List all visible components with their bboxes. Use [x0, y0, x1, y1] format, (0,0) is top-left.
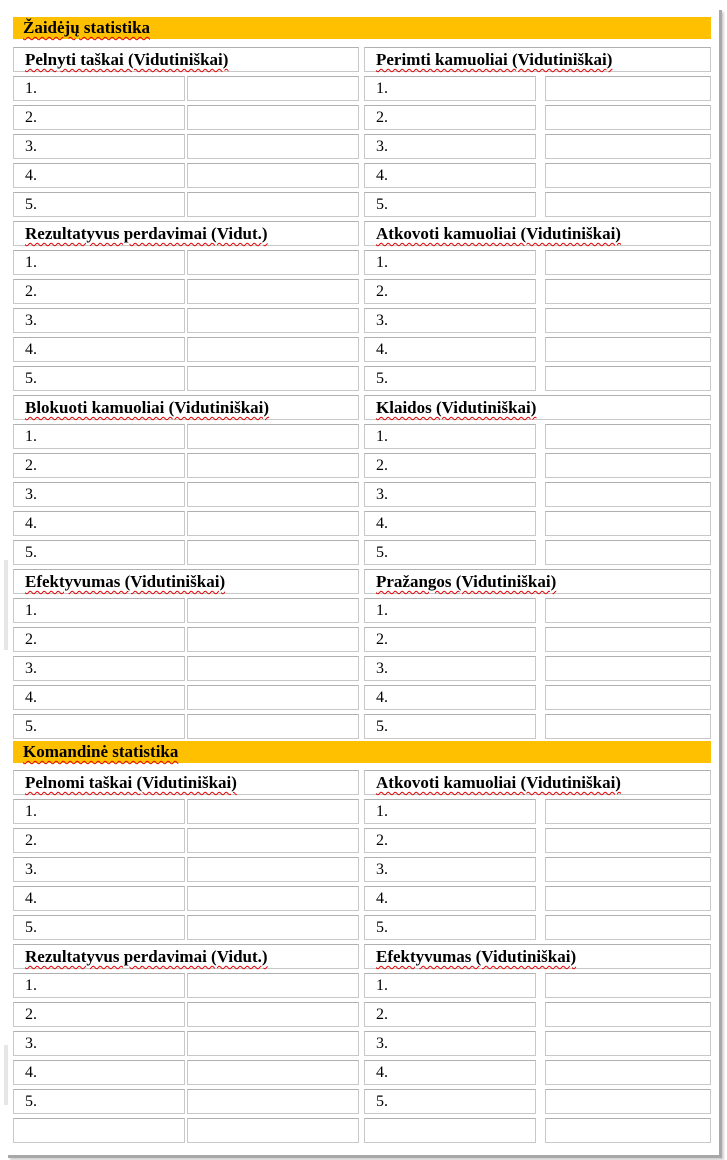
statistics-form	[8, 10, 722, 1158]
rank-number-cell: 5.	[13, 540, 185, 565]
rank-number-cell: 1.	[13, 250, 185, 275]
rank-number-cell: 4.	[13, 685, 185, 710]
value-input-cell[interactable]	[187, 799, 359, 824]
stat-category-header	[13, 569, 359, 594]
value-input-cell[interactable]	[187, 105, 359, 130]
rank-number-cell: 2.	[364, 453, 536, 478]
rank-number-cell: 3.	[13, 308, 185, 333]
value-input-cell[interactable]	[187, 1089, 359, 1114]
rank-number-cell: 3.	[364, 308, 536, 333]
rank-number-cell: 3.	[13, 1031, 185, 1056]
rank-number-cell: 1.	[364, 424, 536, 449]
value-input-cell[interactable]	[187, 366, 359, 391]
value-input-cell[interactable]	[187, 685, 359, 710]
value-input-cell[interactable]	[545, 250, 711, 275]
rank-number-cell: 5.	[364, 915, 536, 940]
rank-number-cell: 1.	[364, 973, 536, 998]
rank-number-cell: 2.	[13, 828, 185, 853]
stat-category-header	[13, 221, 359, 246]
rank-number-cell: 3.	[364, 482, 536, 507]
value-input-cell[interactable]	[545, 1089, 711, 1114]
rank-number-cell: 3.	[13, 656, 185, 681]
stat-category-label: Pelnyti taškai (Vidutiniškai)	[25, 50, 229, 69]
value-input-cell[interactable]	[545, 105, 711, 130]
value-input-cell[interactable]	[545, 714, 711, 739]
value-input-cell[interactable]	[187, 511, 359, 536]
value-input-cell[interactable]	[187, 76, 359, 101]
rank-number-cell: 3.	[364, 656, 536, 681]
value-input-cell[interactable]	[545, 540, 711, 565]
value-input-cell[interactable]	[545, 482, 711, 507]
value-input-cell[interactable]	[187, 308, 359, 333]
rank-number-cell: 5.	[364, 540, 536, 565]
rank-number-cell: 5.	[364, 366, 536, 391]
rank-number-cell: 5.	[364, 1089, 536, 1114]
value-input-cell[interactable]	[187, 598, 359, 623]
value-input-cell[interactable]	[187, 250, 359, 275]
value-input-cell[interactable]	[187, 886, 359, 911]
stat-category-label: Blokuoti kamuoliai (Vidutiniškai)	[25, 398, 270, 417]
value-input-cell[interactable]	[187, 453, 359, 478]
rank-number-cell: 5.	[13, 366, 185, 391]
stat-category-label: Atkovoti kamuoliai (Vidutiniškai)	[376, 224, 621, 243]
rank-number-cell: 4.	[13, 163, 185, 188]
value-input-cell[interactable]	[545, 1031, 711, 1056]
stat-category-header	[364, 944, 711, 969]
rank-number-cell: 5.	[13, 714, 185, 739]
rank-number-cell	[364, 1118, 536, 1143]
rank-number-cell: 3.	[13, 134, 185, 159]
value-input-cell[interactable]	[187, 1118, 359, 1143]
value-input-cell[interactable]	[545, 685, 711, 710]
team-statistics-title	[13, 741, 711, 763]
rank-number-cell: 1.	[364, 598, 536, 623]
value-input-cell[interactable]	[545, 424, 711, 449]
rank-number-cell: 5.	[13, 915, 185, 940]
rank-number-cell: 1.	[13, 973, 185, 998]
rank-number-cell: 2.	[13, 279, 185, 304]
value-input-cell[interactable]	[187, 163, 359, 188]
value-input-cell[interactable]	[187, 279, 359, 304]
value-input-cell[interactable]	[545, 308, 711, 333]
team-statistics-title-text: Komandinė statistika	[23, 742, 179, 761]
rank-number-cell: 4.	[364, 163, 536, 188]
rank-number-cell: 1.	[13, 799, 185, 824]
value-input-cell[interactable]	[545, 366, 711, 391]
value-input-cell[interactable]	[187, 1031, 359, 1056]
value-input-cell[interactable]	[545, 915, 711, 940]
value-input-cell[interactable]	[187, 915, 359, 940]
rank-number-cell: 1.	[364, 76, 536, 101]
rank-number-cell: 3.	[364, 857, 536, 882]
player-statistics-title	[13, 17, 711, 39]
rank-number-cell: 2.	[364, 1002, 536, 1027]
rank-number-cell: 4.	[364, 685, 536, 710]
rank-number-cell: 4.	[13, 886, 185, 911]
rank-number-cell: 2.	[364, 828, 536, 853]
value-input-cell[interactable]	[187, 192, 359, 217]
rank-number-cell: 5.	[364, 192, 536, 217]
value-input-cell[interactable]	[187, 482, 359, 507]
rank-number-cell	[13, 1118, 185, 1143]
stat-category-header	[364, 221, 711, 246]
stat-category-label: Efektyvumas (Vidutiniškai)	[376, 947, 577, 966]
rank-number-cell: 4.	[13, 337, 185, 362]
value-input-cell[interactable]	[545, 598, 711, 623]
value-input-cell[interactable]	[187, 656, 359, 681]
rank-number-cell: 3.	[13, 857, 185, 882]
stat-category-header	[364, 569, 711, 594]
stat-category-label: Rezultatyvus perdavimai (Vidut.)	[25, 947, 268, 966]
rank-number-cell: 5.	[364, 714, 536, 739]
rank-number-cell: 2.	[13, 1002, 185, 1027]
value-input-cell[interactable]	[545, 857, 711, 882]
rank-number-cell: 1.	[364, 250, 536, 275]
value-input-cell[interactable]	[545, 1060, 711, 1085]
value-input-cell[interactable]	[187, 337, 359, 362]
value-input-cell[interactable]	[545, 627, 711, 652]
rank-number-cell: 1.	[13, 424, 185, 449]
stat-category-label: Atkovoti kamuoliai (Vidutiniškai)	[376, 773, 621, 792]
value-input-cell[interactable]	[545, 973, 711, 998]
stat-category-label: Perimti kamuoliai (Vidutiniškai)	[376, 50, 613, 69]
rank-number-cell: 2.	[13, 453, 185, 478]
rank-number-cell: 2.	[364, 279, 536, 304]
rank-number-cell: 4.	[364, 1060, 536, 1085]
value-input-cell[interactable]	[187, 857, 359, 882]
value-input-cell[interactable]	[187, 540, 359, 565]
page-edge-shadow	[4, 560, 8, 650]
value-input-cell[interactable]	[187, 424, 359, 449]
value-input-cell[interactable]	[545, 1118, 711, 1143]
rank-number-cell: 2.	[364, 627, 536, 652]
rank-number-cell: 1.	[364, 799, 536, 824]
rank-number-cell: 4.	[364, 886, 536, 911]
value-input-cell[interactable]	[187, 627, 359, 652]
value-input-cell[interactable]	[545, 337, 711, 362]
value-input-cell[interactable]	[545, 828, 711, 853]
rank-number-cell: 4.	[364, 337, 536, 362]
rank-number-cell: 3.	[364, 134, 536, 159]
rank-number-cell: 2.	[364, 105, 536, 130]
player-statistics-title-text: Žaidėjų statistika	[23, 18, 151, 37]
stat-category-header	[13, 47, 359, 72]
stat-category-label: Pražangos (Vidutiniškai)	[376, 572, 557, 591]
stat-category-label: Efektyvumas (Vidutiniškai)	[25, 572, 226, 591]
stat-category-header	[364, 770, 711, 795]
stat-category-label: Rezultatyvus perdavimai (Vidut.)	[25, 224, 268, 243]
value-input-cell[interactable]	[187, 134, 359, 159]
value-input-cell[interactable]	[545, 511, 711, 536]
rank-number-cell: 5.	[13, 1089, 185, 1114]
stat-category-label: Klaidos (Vidutiniškai)	[376, 398, 537, 417]
rank-number-cell: 2.	[13, 105, 185, 130]
rank-number-cell: 3.	[364, 1031, 536, 1056]
value-input-cell[interactable]	[545, 192, 711, 217]
page-edge-shadow	[4, 1045, 8, 1105]
stat-category-header	[13, 395, 359, 420]
value-input-cell[interactable]	[545, 453, 711, 478]
stat-category-label: Pelnomi taškai (Vidutiniškai)	[25, 773, 237, 792]
rank-number-cell: 4.	[13, 1060, 185, 1085]
rank-number-cell: 1.	[13, 76, 185, 101]
rank-number-cell: 2.	[13, 627, 185, 652]
rank-number-cell: 4.	[364, 511, 536, 536]
value-input-cell[interactable]	[187, 973, 359, 998]
stat-category-header	[364, 395, 711, 420]
value-input-cell[interactable]	[545, 1002, 711, 1027]
rank-number-cell: 5.	[13, 192, 185, 217]
value-input-cell[interactable]	[545, 799, 711, 824]
value-input-cell[interactable]	[187, 828, 359, 853]
value-input-cell[interactable]	[545, 163, 711, 188]
rank-number-cell: 3.	[13, 482, 185, 507]
stat-category-header	[364, 47, 711, 72]
value-input-cell[interactable]	[545, 656, 711, 681]
rank-number-cell: 1.	[13, 598, 185, 623]
value-input-cell[interactable]	[545, 886, 711, 911]
value-input-cell[interactable]	[187, 1002, 359, 1027]
value-input-cell[interactable]	[545, 134, 711, 159]
rank-number-cell: 4.	[13, 511, 185, 536]
stat-category-header	[13, 770, 359, 795]
value-input-cell[interactable]	[545, 279, 711, 304]
value-input-cell[interactable]	[187, 714, 359, 739]
value-input-cell[interactable]	[187, 1060, 359, 1085]
value-input-cell[interactable]	[545, 76, 711, 101]
stat-category-header	[13, 944, 359, 969]
